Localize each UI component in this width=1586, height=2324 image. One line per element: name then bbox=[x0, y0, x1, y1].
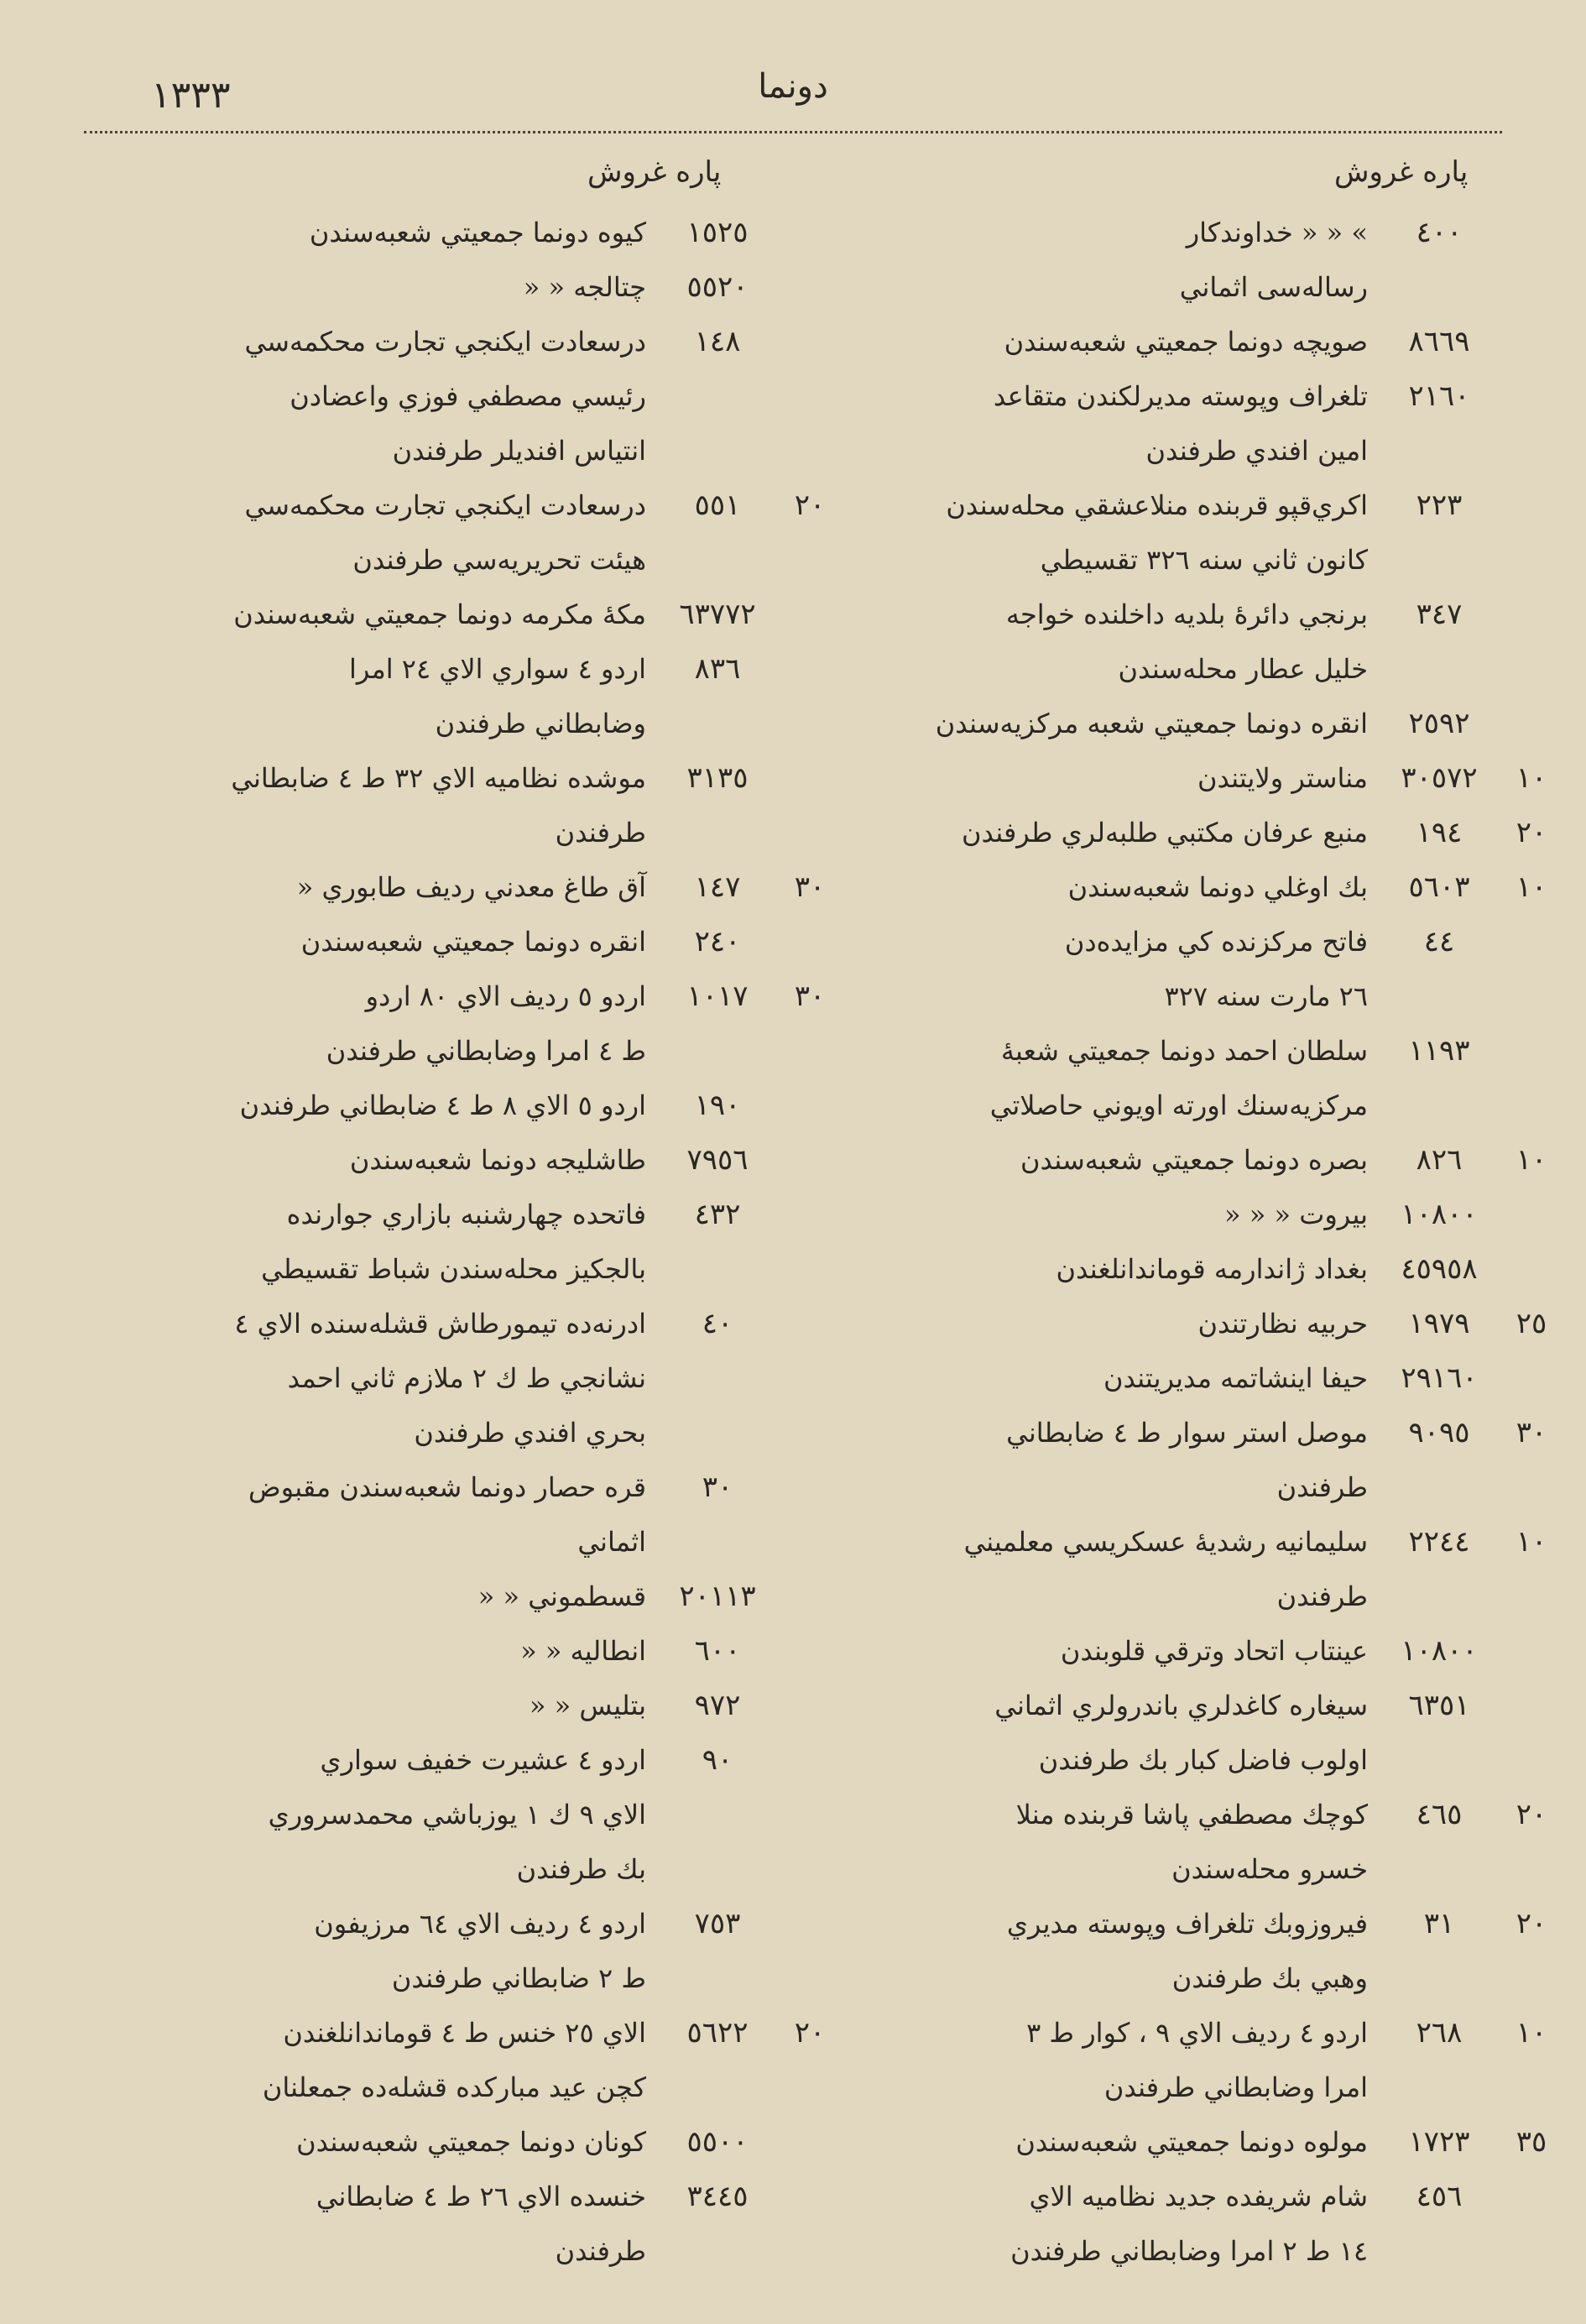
right-column-header: پاره غروش bbox=[1334, 155, 1469, 189]
donor-description: ١٤ ط ٢ امرا وضابطاني طرفندن bbox=[1010, 2235, 1368, 2267]
ledger-row bbox=[84, 642, 839, 697]
ledger-row bbox=[806, 1624, 1561, 1679]
donor-description: خليل عطار محله‌سندن bbox=[1118, 653, 1368, 685]
kurus-amount: ٢١٦٠ bbox=[1408, 379, 1470, 413]
para-value: ٣٠ bbox=[794, 870, 826, 904]
page-number: ١٣٣٣ bbox=[151, 74, 231, 117]
kurus-amount: ٥٥١ bbox=[694, 488, 741, 522]
kurus-amount: ١٧٢٣ bbox=[1408, 2125, 1470, 2159]
donor-description: رئيسي مصطفي فوزي واعضادن bbox=[290, 380, 646, 412]
kurus-amount: ٥٦٠٣ bbox=[1408, 870, 1470, 904]
ledger-row bbox=[806, 369, 1561, 424]
donor-description: ط ٢ ضابطاني طرفندن bbox=[391, 1962, 646, 1994]
ledger-row bbox=[84, 1624, 839, 1679]
donor-description: كيوه دونما جمعيتي شعبه‌سندن bbox=[309, 217, 646, 248]
kurus-amount: ٤٠٠ bbox=[1416, 216, 1463, 249]
ledger-row bbox=[806, 1951, 1561, 2006]
donor-description: بالجكيز محله‌سندن شباط تقسيطي bbox=[261, 1253, 646, 1285]
kurus-amount: ١٠٨٠٠ bbox=[1401, 1198, 1478, 1231]
ledger-row bbox=[806, 1297, 1561, 1351]
ledger-row bbox=[806, 806, 1561, 860]
kurus-amount: ١١٩٣ bbox=[1408, 1034, 1470, 1068]
ledger-row bbox=[84, 369, 839, 424]
ledger-row bbox=[84, 1679, 839, 1733]
donor-description: طرفندن bbox=[555, 817, 646, 849]
donor-description: صويچه دونما جمعيتي شعبه‌سندن bbox=[1004, 326, 1368, 358]
donor-description: ادرنه‌ده تيمورطاش قشله‌سنده الاي ٤ bbox=[234, 1308, 646, 1340]
ledger-row bbox=[806, 2060, 1561, 2115]
donor-description: حربيه نظارتندن bbox=[1197, 1308, 1368, 1340]
ledger-row bbox=[806, 2006, 1561, 2060]
donor-description: بحري افندي طرفندن bbox=[414, 1417, 646, 1449]
para-value: ٢٠ bbox=[1516, 1907, 1547, 1940]
kurus-amount: ١٠١٧ bbox=[686, 979, 749, 1013]
page-title: دونما bbox=[758, 67, 828, 106]
donor-description: الاي ٢٥ خنس ط ٤ قوماندانلغندن bbox=[283, 2017, 646, 2049]
ledger-row bbox=[84, 1515, 839, 1569]
donor-description: انقره دونما جمعيتي شعبه مركزيه‌سندن bbox=[935, 708, 1368, 739]
ledger-row bbox=[84, 1460, 839, 1515]
ledger-row bbox=[84, 1951, 839, 2006]
ledger-row bbox=[84, 751, 839, 806]
para-value: ٣٥ bbox=[1516, 2125, 1547, 2159]
donor-description: سيغاره كاغدلري باندرولري اثماني bbox=[994, 1689, 1368, 1721]
ledger-row bbox=[84, 1242, 839, 1297]
para-value: ٢٥ bbox=[1516, 1307, 1547, 1340]
donor-description: بصره دونما جمعيتي شعبه‌سندن bbox=[1020, 1144, 1368, 1176]
ledger-row bbox=[806, 860, 1561, 915]
ledger-row bbox=[806, 1460, 1561, 1515]
donor-description: سلطان احمد دونما جمعيتي شعبهٔ bbox=[1000, 1035, 1368, 1067]
ledger-row bbox=[84, 1297, 839, 1351]
ledger-row bbox=[84, 2115, 839, 2170]
kurus-amount: ٤٣٢ bbox=[694, 1198, 741, 1231]
donor-description: بك طرفندن bbox=[516, 1853, 646, 1885]
kurus-amount: ٥٥٠٠ bbox=[686, 2125, 749, 2159]
kurus-amount: ٩٧٢ bbox=[694, 1689, 741, 1722]
kurus-amount: ٢٢٣ bbox=[1416, 488, 1463, 522]
donor-description: برنجي دائرهٔ بلديه داخلنده خواجه bbox=[1005, 598, 1368, 630]
donor-description: موشده نظاميه الاي ٣٢ ط ٤ ضابطاني bbox=[231, 762, 646, 794]
kurus-amount: ٤٥٦ bbox=[1416, 2180, 1463, 2213]
donor-description: قره حصار دونما شعبه‌سندن مقبوض bbox=[248, 1471, 646, 1503]
para-value: ١٠ bbox=[1516, 1143, 1547, 1177]
kurus-amount: ٤٥٩٥٨ bbox=[1401, 1252, 1478, 1286]
ledger-row bbox=[84, 1733, 839, 1788]
ledger-row bbox=[84, 1842, 839, 1897]
right-column bbox=[806, 206, 1561, 2279]
donor-description: طرفندن bbox=[1276, 1471, 1368, 1503]
donor-description: سليمانيه رشديهٔ عسكريسي معلميني bbox=[963, 1526, 1368, 1558]
kurus-amount: ٣١٣٥ bbox=[686, 761, 749, 795]
donor-description: هيئت تحريريه‌سي طرفندن bbox=[352, 544, 646, 576]
donor-description: فاتحده چهارشنبه بازاري جوارنده bbox=[286, 1199, 646, 1230]
ledger-row bbox=[806, 315, 1561, 369]
kurus-amount: ٦٣٧٧٢ bbox=[679, 598, 756, 631]
donor-description: كچن عيد مباركده قشله‌ده جمعلنان bbox=[262, 2071, 646, 2103]
para-value: ٢٠ bbox=[1516, 816, 1547, 849]
kurus-amount: ٦٣٥١ bbox=[1408, 1689, 1470, 1722]
ledger-row bbox=[84, 1569, 839, 1624]
ledger-row bbox=[806, 1679, 1561, 1733]
kurus-amount: ٧٥٣ bbox=[694, 1907, 741, 1940]
ledger-row bbox=[84, 206, 839, 260]
ledger-row bbox=[806, 697, 1561, 751]
donor-description: » « « خداوندكار bbox=[1186, 217, 1368, 248]
para-value: ٢٠ bbox=[1516, 1798, 1547, 1831]
kurus-amount: ٨٢٦ bbox=[1416, 1143, 1463, 1177]
donor-description: عينتاب اتحاد وترقي قلوبندن bbox=[1060, 1635, 1368, 1667]
donor-description: الاي ٩ ك ١ يوزباشي محمدسروري bbox=[268, 1799, 646, 1830]
ledger-row bbox=[806, 1842, 1561, 1897]
header-rule bbox=[84, 131, 1502, 133]
ledger-row bbox=[806, 1024, 1561, 1078]
kurus-amount: ٢٩١٦٠ bbox=[1401, 1361, 1478, 1395]
ledger-row bbox=[806, 1788, 1561, 1842]
ledger-row bbox=[84, 424, 839, 478]
donor-description: مكهٔ مكرمه دونما جمعيتي شعبه‌سندن bbox=[233, 598, 646, 630]
kurus-amount: ١٩٠ bbox=[694, 1089, 741, 1122]
kurus-amount: ٣٠ bbox=[702, 1470, 733, 1504]
para-value: ٣٠ bbox=[794, 979, 826, 1013]
kurus-amount: ٧٩٥٦ bbox=[686, 1143, 749, 1177]
ledger-row bbox=[84, 1078, 839, 1133]
donor-description: اردو ٤ رديف الاي ٩ ، كوار ط ٣ bbox=[1026, 2017, 1368, 2049]
donor-description: فاتح مركزنده كي مزايده‌دن bbox=[1064, 926, 1368, 958]
kurus-amount: ١٩٤ bbox=[1416, 816, 1463, 849]
donor-description: اردو ٤ سواري الاي ٢٤ امرا bbox=[349, 653, 646, 685]
kurus-amount: ٣١ bbox=[1423, 1907, 1455, 1940]
para-value: ١٠ bbox=[1516, 870, 1547, 904]
left-column-header: پاره غروش bbox=[587, 155, 722, 189]
ledger-row bbox=[806, 478, 1561, 533]
kurus-amount: ١٤٨ bbox=[694, 325, 741, 358]
para-value: ٢٠ bbox=[794, 2016, 826, 2050]
kurus-amount: ٢٤٠ bbox=[694, 925, 741, 958]
donor-description: مولوه دونما جمعيتي شعبه‌سندن bbox=[1015, 2126, 1368, 2158]
ledger-row bbox=[806, 1242, 1561, 1297]
ledger-row bbox=[84, 860, 839, 915]
donor-description: بتليس « « bbox=[529, 1689, 646, 1721]
ledger-row bbox=[84, 1024, 839, 1078]
donor-description: خنسده الاي ٢٦ ط ٤ ضابطاني bbox=[316, 2180, 646, 2212]
ledger-row bbox=[84, 1897, 839, 1951]
ledger-row bbox=[806, 1078, 1561, 1133]
ledger-row bbox=[806, 1351, 1561, 1406]
ledger-row bbox=[806, 533, 1561, 588]
kurus-amount: ٢٢٤٤ bbox=[1408, 1525, 1470, 1559]
donor-description: اردو ٤ عشيرت خفيف سواري bbox=[320, 1744, 646, 1776]
para-value: ٣٠ bbox=[1516, 1416, 1547, 1449]
donor-description: منبع عرفان مكتبي طلبه‌لري طرفندن bbox=[962, 817, 1368, 849]
kurus-amount: ٤٠ bbox=[702, 1307, 733, 1340]
ledger-row bbox=[84, 1406, 839, 1460]
donor-description: اردو ٥ رديف الاي ٨٠ اردو bbox=[365, 980, 646, 1012]
donor-description: طاشليجه دونما شعبه‌سندن bbox=[349, 1144, 646, 1176]
donor-description: ٢٦ مارت سنه ٣٢٧ bbox=[1164, 980, 1368, 1012]
donor-description: انقره دونما جمعيتي شعبه‌سندن bbox=[300, 926, 646, 958]
donor-description: بيروت « « « bbox=[1223, 1199, 1368, 1230]
kurus-amount: ٤٤ bbox=[1423, 925, 1455, 958]
kurus-amount: ٥٦٢٢ bbox=[686, 2016, 749, 2050]
ledger-row bbox=[806, 588, 1561, 642]
kurus-amount: ٩٠٩٥ bbox=[1408, 1416, 1470, 1449]
kurus-amount: ٢٠١١٣ bbox=[679, 1580, 756, 1613]
ledger-row bbox=[806, 1733, 1561, 1788]
donor-description: تلغراف وپوسته مديرلكندن متقاعد bbox=[993, 380, 1368, 412]
ledger-row bbox=[84, 2006, 839, 2060]
ledger-row bbox=[84, 1788, 839, 1842]
donor-description: درسعادت ايكنجي تجارت محكمه‌سي bbox=[244, 326, 646, 358]
ledger-row bbox=[806, 260, 1561, 315]
donor-description: وضابطاني طرفندن bbox=[435, 708, 646, 739]
donor-description: چتالجه « « bbox=[523, 271, 646, 303]
donor-description: انتياس افنديلر طرفندن bbox=[392, 435, 646, 467]
para-value: ١٠ bbox=[1516, 2016, 1547, 2050]
donor-description: مركزيه‌سنك اورته اويوني حاصلاتي bbox=[989, 1089, 1368, 1121]
donor-description: اردو ٤ رديف الاي ٦٤ مرزيفون bbox=[314, 1908, 646, 1940]
ledger-row bbox=[806, 969, 1561, 1024]
ledger-row bbox=[806, 1897, 1561, 1951]
ledger-row bbox=[84, 588, 839, 642]
ledger-row bbox=[806, 1569, 1561, 1624]
ledger-row bbox=[84, 1133, 839, 1188]
kurus-amount: ٤٦٥ bbox=[1416, 1798, 1463, 1831]
donor-description: كانون ثاني سنه ٣٢٦ تقسيطي bbox=[1040, 544, 1368, 576]
donor-description: بغداد ژاندارمه قوماندانلغندن bbox=[1056, 1253, 1368, 1285]
ledger-row bbox=[84, 1351, 839, 1406]
ledger-row bbox=[84, 1188, 839, 1242]
donor-description: اثماني bbox=[577, 1526, 646, 1558]
ledger-row bbox=[84, 697, 839, 751]
ledger-row bbox=[806, 915, 1561, 969]
donor-description: اردو ٥ الاي ٨ ط ٤ ضابطاني طرفندن bbox=[239, 1089, 646, 1121]
donor-description: قسطموني « « bbox=[477, 1580, 646, 1612]
donor-description: امرا وضابطاني طرفندن bbox=[1103, 2071, 1368, 2103]
donor-description: درسعادت ايكنجي تجارت محكمه‌سي bbox=[244, 489, 646, 521]
donor-description: فيروزوبك تلغراف وپوسته مديري bbox=[1006, 1908, 1368, 1940]
donor-description: ط ٤ امرا وضابطاني طرفندن bbox=[326, 1035, 646, 1067]
ledger-row bbox=[806, 1133, 1561, 1188]
kurus-amount: ١٥٢٥ bbox=[686, 216, 749, 249]
donor-description: اولوب فاضل كبار بك طرفندن bbox=[1038, 1744, 1368, 1776]
donor-description: طرفندن bbox=[1276, 1580, 1368, 1612]
ledger-row bbox=[806, 1515, 1561, 1569]
kurus-amount: ١٠٨٠٠ bbox=[1401, 1634, 1478, 1668]
donor-description: بك اوغلي دونما شعبه‌سندن bbox=[1067, 871, 1368, 903]
ledger-row bbox=[806, 2115, 1561, 2170]
kurus-amount: ٨٦٦٩ bbox=[1408, 325, 1470, 358]
kurus-amount: ٣٤٧ bbox=[1416, 598, 1463, 631]
kurus-amount: ٣٤٤٥ bbox=[686, 2180, 749, 2213]
ledger-row bbox=[806, 2170, 1561, 2224]
donor-description: شام شريفده جديد نظاميه الاي bbox=[1029, 2180, 1368, 2212]
kurus-amount: ١٩٧٩ bbox=[1408, 1307, 1470, 1340]
ledger-row bbox=[84, 2170, 839, 2224]
donor-description: انطاليه « « bbox=[520, 1635, 646, 1667]
donor-description: مناستر ولايتندن bbox=[1197, 762, 1368, 794]
ledger-row bbox=[84, 478, 839, 533]
kurus-amount: ٥٥٢٠ bbox=[686, 270, 749, 304]
ledger-row bbox=[806, 2224, 1561, 2279]
donor-description: رساله‌سی اثماني bbox=[1179, 271, 1368, 303]
ledger-row bbox=[806, 206, 1561, 260]
ledger-row bbox=[84, 806, 839, 860]
donor-description: خسرو محله‌سندن bbox=[1171, 1853, 1368, 1885]
donor-description: كوچك مصطفي پاشا قربنده منلا bbox=[1015, 1799, 1368, 1830]
kurus-amount: ٣٠٥٧٢ bbox=[1401, 761, 1478, 795]
ledger-row bbox=[84, 533, 839, 588]
donor-description: نشانجي ط ك ٢ ملازم ثاني احمد bbox=[287, 1362, 646, 1394]
ledger-row bbox=[84, 2060, 839, 2115]
kurus-amount: ١٤٧ bbox=[694, 870, 741, 904]
left-column bbox=[84, 206, 839, 2279]
kurus-amount: ٢٥٩٢ bbox=[1408, 707, 1470, 740]
ledger-row bbox=[84, 969, 839, 1024]
donor-description: حيفا اينشاتمه مديريتندن bbox=[1103, 1362, 1368, 1394]
kurus-amount: ٩٠ bbox=[702, 1743, 733, 1777]
kurus-amount: ٨٣٦ bbox=[694, 652, 741, 686]
ledger-row bbox=[806, 1188, 1561, 1242]
donor-description: وهبي بك طرفندن bbox=[1171, 1962, 1368, 1994]
kurus-amount: ٦٠٠ bbox=[694, 1634, 741, 1668]
donor-description: طرفندن bbox=[555, 2235, 646, 2267]
para-value: ١٠ bbox=[1516, 761, 1547, 795]
ledger-row bbox=[84, 915, 839, 969]
para-value: ١٠ bbox=[1516, 1525, 1547, 1559]
donor-description: موصل استر سوار ط ٤ ضابطاني bbox=[1006, 1417, 1368, 1449]
kurus-amount: ٢٦٨ bbox=[1416, 2016, 1463, 2050]
ledger-row bbox=[84, 2224, 839, 2279]
ledger-row bbox=[806, 642, 1561, 697]
ledger-row bbox=[806, 1406, 1561, 1460]
donor-description: اكري‌قپو قربنده منلاعشقي محله‌سندن bbox=[946, 489, 1368, 521]
ledger-row bbox=[806, 751, 1561, 806]
ledger-row bbox=[806, 424, 1561, 478]
donor-description: امين افندي طرفندن bbox=[1145, 435, 1368, 467]
para-value: ٢٠ bbox=[794, 488, 826, 522]
ledger-row bbox=[84, 260, 839, 315]
donor-description: كونان دونما جمعيتي شعبه‌سندن bbox=[296, 2126, 646, 2158]
ledger-row bbox=[84, 315, 839, 369]
donor-description: آق طاغ معدني رديف طابوري « bbox=[296, 871, 646, 903]
